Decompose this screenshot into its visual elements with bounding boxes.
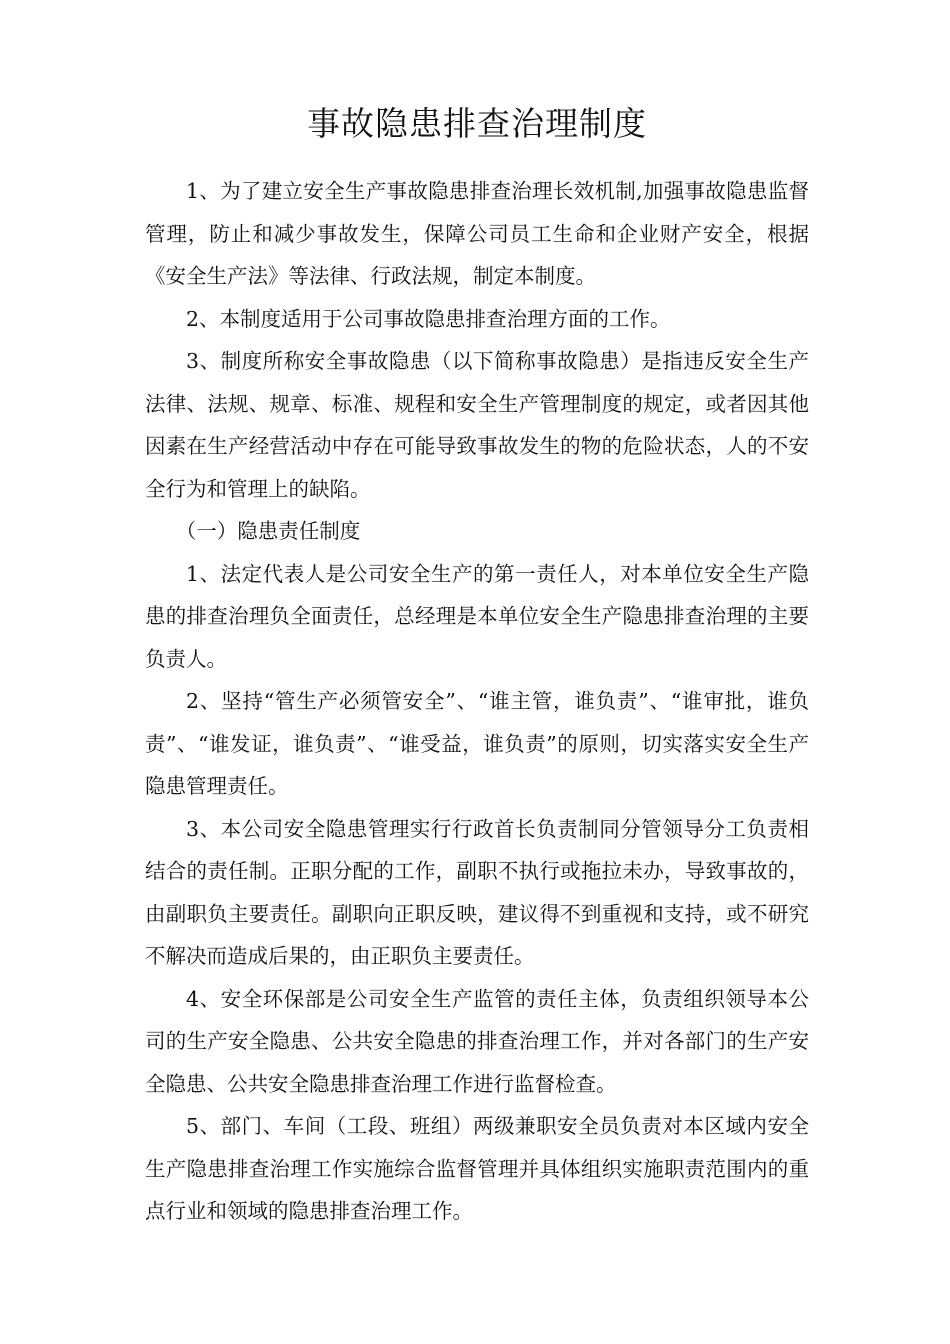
document-body [145, 170, 809, 1233]
section-heading-responsibility: （一）隐患责任制度 [175, 519, 361, 543]
paragraph-purpose: 1、为了建立安全生产事故隐患排查治理长效机制,加强事故隐患监督管理，防止和减少事故发生，保障公司员工生命和企业财产安全，根据《安全生产法》等法律、行政法规，制定本制度。 [145, 179, 809, 288]
paragraph-definition: 3、制度所称安全事故隐患（以下简称事故隐患）是指违反安全生产法律、法规、规章、标准、规程和安全生产管理制度的规定，或者因其他因素在生产经营活动中存在可能导致事故发生的物的危险状态，人的不安全行为和管理上的缺陷。 [145, 349, 809, 501]
paragraph-legal-representative: 1、法定代表人是公司安全生产的第一责任人，对本单位安全生产隐患的排查治理负全面责任，总经理是本单位安全生产隐患排查治理的主要负责人。 [145, 561, 809, 671]
paragraph-principles: 2、坚持“管生产必须管安全”、“谁主管，谁负责”、“谁审批，谁负责”、“谁发证，谁负责”、“谁受益，谁负责”的原则，切实落实安全生产隐患管理责任。 [145, 689, 809, 798]
paragraph-executive-responsibility: 3、本公司安全隐患管理实行行政首长负责制同分管领导分工负责相结合的责任制。正职分配的工作，副职不执行或拖拉未办，导致事故的，由副职负主要责任。副职向正职反映，建议得不到重视和支持，或不研究不解决而造成后果的，由正职负主要责任。 [145, 816, 809, 968]
paragraph-safety-officers: 5、部门、车间（工段、班组）两级兼职安全员负责对本区域内安全生产隐患排查治理工作实施综合监督管理并具体组织实施职责范围内的重点行业和领域的隐患排查治理工作。 [145, 1114, 809, 1223]
paragraph-safety-department: 4、安全环保部是公司安全生产监管的责任主体，负责组织领导本公司的生产安全隐患、公共安全隐患的排查治理工作，并对各部门的生产安全隐患、公共安全隐患排查治理工作进行监督检查。 [145, 986, 809, 1096]
paragraph-scope: 2、本制度适用于公司事故隐患排查治理方面的工作。 [186, 306, 671, 331]
document-title: 事故隐患排查治理制度 [307, 104, 647, 143]
document-page [145, 0, 809, 1233]
